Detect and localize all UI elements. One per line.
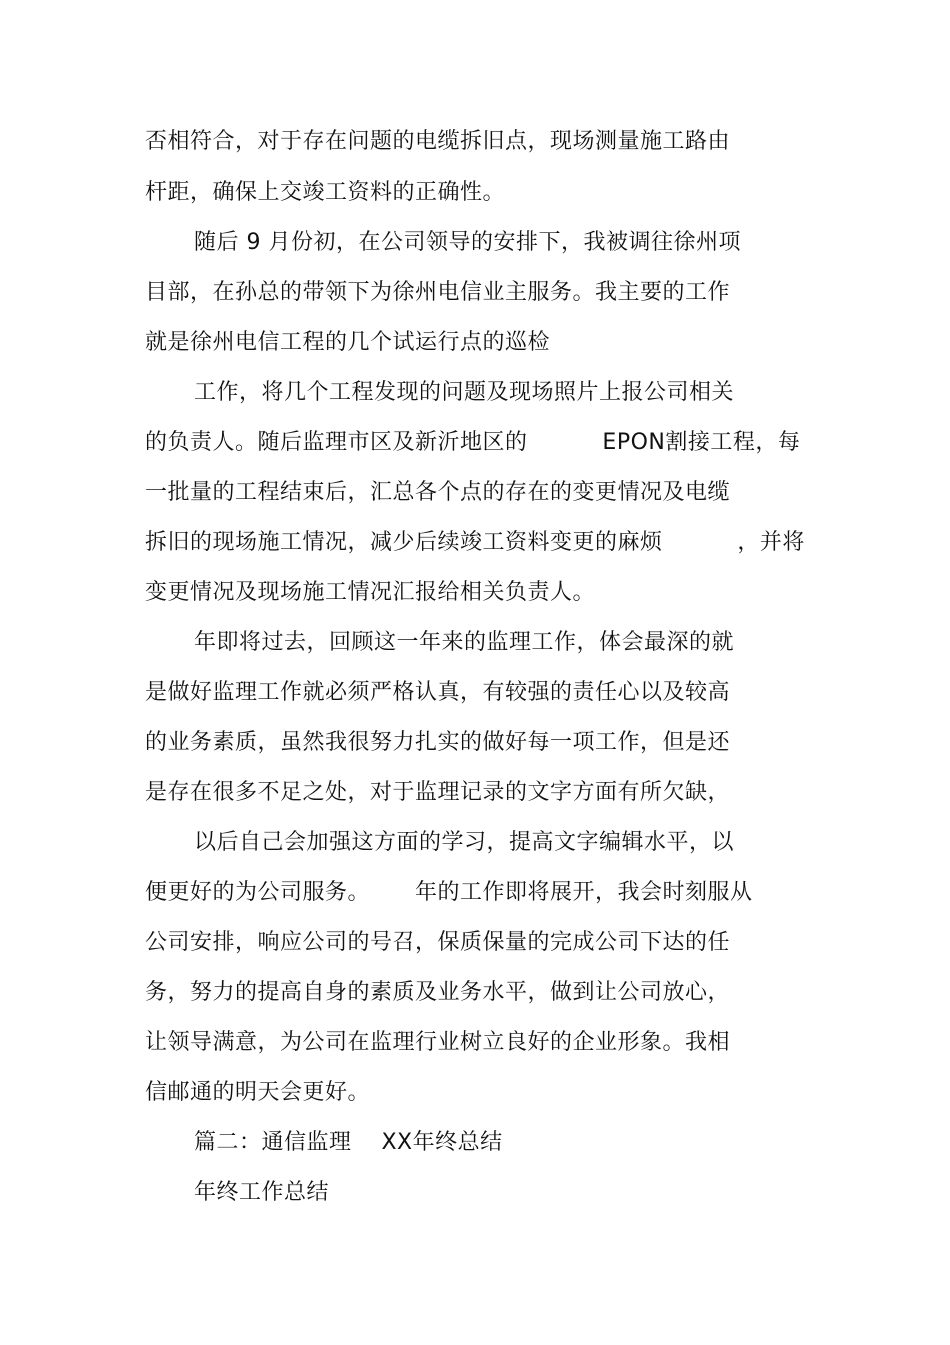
text-line: 工作，将几个工程发现的问题及现场照片上报公司相关 [194, 380, 735, 405]
text-line: 以后自己会加强这方面的学习，提高文字编辑水平，以 [194, 830, 735, 855]
text-line: 公司安排，响应公司的号召，保质保量的完成公司下达的任 [145, 930, 731, 955]
text-line: 信邮通的明天会更好。 [145, 1080, 371, 1105]
text-line: 一批量的工程结束后，汇总各个点的存在的变更情况及电缆 [145, 480, 731, 505]
text-line: 就是徐州电信工程的几个试运行点的巡检 [145, 330, 551, 355]
text-line: 的业务素质，虽然我很努力扎实的做好每一项工作，但是还 [145, 730, 731, 755]
text-line: 是做好监理工作就必须严格认真，有较强的责任心以及较高 [145, 680, 731, 705]
text-line: 是存在很多不足之处，对于监理记录的文字方面有所欠缺， [145, 780, 731, 805]
text-line: 年即将过去，回顾这一年来的监理工作，体会最深的就 [194, 630, 735, 655]
section-heading: 篇二：通信监理 XX年终总结 [194, 1130, 503, 1155]
text-line: 务，努力的提高自身的素质及业务水平，做到让公司放心， [145, 980, 731, 1005]
text-line: 随后 9 月份初，在公司领导的安排下，我被调往徐州项 [194, 230, 741, 255]
section-subheading: 年终工作总结 [194, 1180, 330, 1205]
text-line: 杆距，确保上交竣工资料的正确性。 [145, 180, 506, 205]
text-line: 让领导满意，为公司在监理行业树立良好的企业形象。我相 [145, 1030, 731, 1055]
text-line: 否相符合，对于存在问题的电缆拆旧点，现场测量施工路由 [145, 129, 731, 154]
text-line: 的负责人。随后监理市区及新沂地区的 EPON割接工程，每 [145, 430, 801, 455]
text-line: 目部，在孙总的带领下为徐州电信业主服务。我主要的工作 [145, 280, 731, 305]
text-line: 变更情况及现场施工情况汇报给相关负责人。 [145, 580, 596, 605]
text-line: 便更好的为公司服务。 年的工作即将展开，我会时刻服从 [145, 880, 753, 905]
text-line: 拆旧的现场施工情况，减少后续竣工资料变更的麻烦 ，并将 [145, 530, 805, 555]
